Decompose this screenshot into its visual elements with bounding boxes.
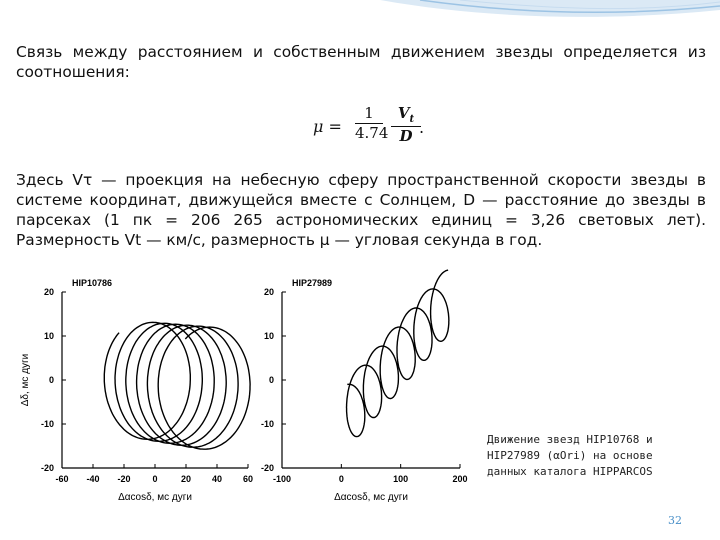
x-tick-label-0-2: -20 (117, 474, 131, 484)
y-axis-label-0: Δδ, мс дуги (20, 353, 31, 407)
motion-curve-0 (104, 322, 250, 449)
formula-den1: 4.74 (355, 124, 389, 142)
header-decoration (0, 0, 720, 40)
x-tick-label-0-3: 0 (152, 474, 158, 484)
y-tick-label-0-4: -20 (40, 463, 54, 473)
formula-end: . (419, 118, 425, 137)
y-tick-label-1-3: -10 (260, 419, 274, 429)
formula-lhs: μ = (313, 117, 342, 136)
x-tick-label-0-1: -40 (86, 474, 100, 484)
x-tick-label-1-2: 100 (393, 474, 409, 484)
x-tick-label-0-6: 60 (242, 474, 254, 484)
x-tick-label-0-5: 40 (211, 474, 223, 484)
formula-num2-sub: t (409, 114, 415, 125)
x-tick-label-0-0: -60 (55, 474, 69, 484)
proper-motion-formula (313, 104, 433, 150)
y-tick-label-1-0: 20 (263, 287, 274, 297)
formula-fraction-velocity (391, 104, 421, 145)
motion-curve-1 (347, 270, 449, 437)
formula-den2: D (399, 127, 413, 145)
x-axis-label-0: Δαcosδ, мс дуги (118, 492, 192, 503)
y-tick-label-1-1: 10 (263, 331, 274, 341)
formula-fraction-constant (355, 104, 389, 142)
description-paragraph: Здесь Vτ — проекция на небесную сферу пространственной скорости звезды в системе координат, движущейся вместе с Солнцем, D — расстояние до звезды в парсеках (1 пк = 206 265 астрономических единиц = 3,26 световых лет). Размерность Vt — км/с, размерность μ — угловая секунда в год. (16, 171, 706, 249)
figure-caption: Движение звезд HIP10768 и HIP27989 (αOri) на основе данных каталога HIPPARCOS (487, 433, 653, 478)
x-axis-label-1: Δαcosδ, мс дуги (334, 492, 408, 503)
hipparcos-motion-figure (20, 268, 480, 520)
page-number: 32 (668, 514, 682, 527)
x-tick-label-1-3: 200 (452, 474, 468, 484)
intro-paragraph: Связь между расстоянием и собственным движением звезды определяется из соотношения: (16, 43, 706, 81)
panel-title-1: HIP27989 (292, 278, 333, 288)
y-tick-label-0-2: 0 (48, 375, 54, 385)
formula-num1: 1 (355, 104, 383, 124)
formula-num2: V (397, 104, 410, 122)
formula-num2-wrap (391, 104, 421, 127)
y-tick-label-0-0: 20 (43, 287, 54, 297)
y-tick-label-1-2: 0 (268, 375, 274, 385)
y-tick-label-0-1: 10 (43, 331, 54, 341)
x-tick-label-1-1: 0 (338, 474, 344, 484)
panel-title-0: HIP10786 (72, 278, 113, 288)
y-tick-label-0-3: -10 (40, 419, 54, 429)
y-tick-label-1-4: -20 (260, 463, 274, 473)
x-tick-label-0-4: 20 (180, 474, 192, 484)
x-tick-label-1-0: -100 (272, 474, 292, 484)
